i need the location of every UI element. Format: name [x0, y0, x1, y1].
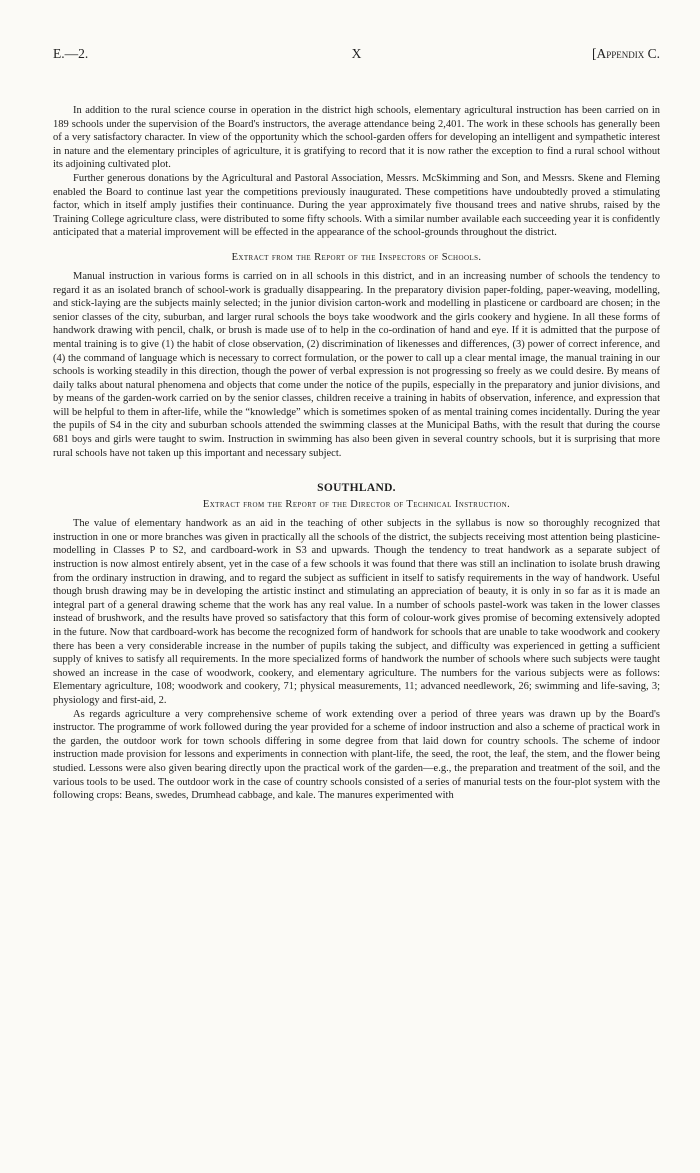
paragraph-handwork: The value of elementary handwork as an aid in the teaching of other subjects in the syllabus is now so thoroughly recognized that instruction in one or more branches was given in practically all the schools of the district, the subjects receiving most attention being plasticine-modelling in Classes P to S2, and cardboard-work in S3 and upwards. Though the tendency to treat handwork as a separate subject of instruction is now almost entirely absent, yet in the case of a few schools it was found that there was still an inclination to isolate brush drawing from the ordinary instruction in drawing, and to regard the subject as sufficient in itself to satisfy requirements in the way of handwork. Useful though brush drawing may be in developing the artistic instinct and stimulating an appreciation of beauty, it is only in so far as it is made an integral part of a general drawing scheme that the work has any real value. In a number of schools pastel-work was taken in the lower classes instead of brushwork, and the results have proved so satisfactory that this form of colour-work gives promise of becoming extensively adopted in the future. Now that cardboard-work has become the recognized form of handwork for schools that are unable to take woodwork and cookery there has been a very considerable increase in the number of pupils taking the subject, and difficulty was experienced in getting a sufficient supply of knives to satisfy all requirements. In the more specialized forms of handwork the number of schools where such subjects were taught showed an increase in the case of woodwork, cookery, and elementary agriculture. The numbers for the various subjects were as follows: Elementary agriculture, 108; woodwork and cookery, 71; physical measurements, 11; advanced needlework, 26; swimming and life-saving, 3; physiology and first-aid, 2.	[53, 518, 660, 706]
paragraph-manual-instruction: Manual instruction in various forms is carried on in all schools in this district, and in an increasing number of schools the tendency to regard it as an isolated branch of school-work is gradually disappearing. In the preparatory division paper-folding, paper-weaving, modelling, and stick-laying are the subjects mainly selected; in the junior division carton-work and modelling in plasticene or cardboard are chosen; in the senior classes of the city, suburban, and larger rural schools the boys take woodwork and the girls cookery and hygiene. In all these forms of handwork drawing with pencil, chalk, or brush is made use of to help in the co-ordination of hand and eye. If it is admitted that the purpose of mental training is to give (1) the habit of close observation, (2) discrimination of likenesses and differences, (3) power of correct inference, and (4) the command of language which is necessary to correct formulation, or the power to call up a clear mental image, the manual training in our schools is working steadily in this direction, though the power of verbal expression is not progressing so freely as we could desire. By means of daily talks about natural phenomena and objects that come under the notice of the pupils, especially in the preparatory and junior divisions, and by means of the garden-work carried on by the senior classes, children receive a training in habits of observation, inference, and expression that will be helpful to them in after-life, while the “knowledge” which is sometimes spoken of as mental training comes incidentally. During the year the pupils of S4 in the city and suburban schools attended the swimming classes at the Municipal Baths, with the result that during the course 681 boys and girls were taught to swim. Instruction in swimming has also been given in several country schools, but it is surprising that more rural schools have not taken up this important and necessary subject.	[53, 270, 660, 459]
page-body	[53, 104, 660, 803]
section-title-southland: SOUTHLAND.	[317, 482, 396, 495]
paragraph-agriculture: As regards agriculture a very comprehensive scheme of work extending over a period of three years was drawn up by the Board's instructor. The programme of work followed during the year provided for a scheme of indoor instruction and also a scheme of practical work in the garden, the outdoor work for town schools differing in some degree from that laid down for country schools. The scheme of indoor instruction made provision for lessons and experiments in connection with plant-life, the seed, the root, the leaf, the stem, and the flower being studied. Lessons were also given bearing directly upon the practical work of the garden—e.g., the preparation and treatment of the soil, and the various tools to be used. The outdoor work in the case of country schools consisted of a series of manurial tests on the four-plot system with the following crops: Beans, swedes, Drumhead cabbage, and kale. The manures experimented with	[53, 708, 660, 802]
report-code: E.—2.	[53, 46, 89, 61]
paragraph-donations: Further generous donations by the Agricultural and Pastoral Association, Messrs. McSkimming and Son, and Messrs. Skene and Fleming enabled the Board to continue last year the competitions previously inaugurated. These competitions have undoubtedly proved a stimulating factor, which in itself amply justifies their continuance. During the year approximately five thousand trees and native shrubs, raised by the Training College agriculture class, were distributed to some fifty schools. With a similar number available each succeeding year it is confidently anticipated that a material improvement will be effected in the appearance of the school-grounds throughout the district.	[53, 172, 660, 239]
paragraph-rural-science: In addition to the rural science course in operation in the district high schools, elementary agricultural instruction has been carried on in 189 schools under the supervision of the Board's instructors, the average attendance being 2,401. The work in these schools has generally been of a very satisfactory character. In view of the opportunity which the school-garden offers for developing an intelligent and sympathetic interest in nature and the elementary principles of agriculture, it is gratifying to record that it is now rather the exception to find a rural school without its adjoining cultivated plot.	[53, 105, 660, 171]
heading-inspectors-extract: Extract from the Report of the Inspectors of Schools.	[231, 251, 482, 263]
page-number: X	[351, 46, 362, 61]
appendix-label: [Appendix C.	[591, 46, 660, 61]
page-header	[53, 46, 660, 64]
heading-director-extract: Extract from the Report of the Director of Technical Instruction.	[202, 499, 511, 511]
